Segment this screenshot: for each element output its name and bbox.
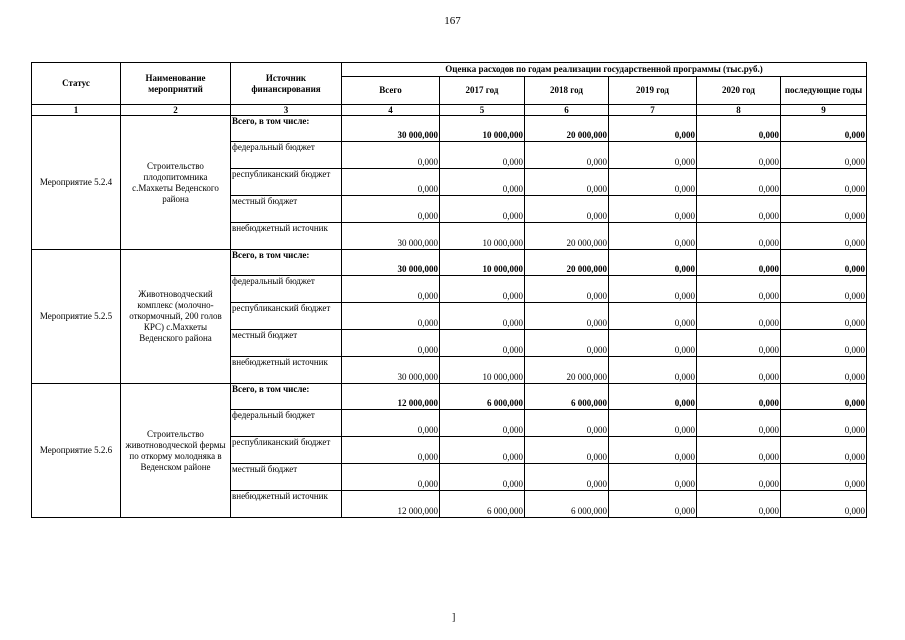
amount-cell: 0,000 (781, 223, 867, 250)
amount-cell: 10 000,000 (440, 357, 525, 384)
table-row-total (32, 250, 867, 276)
activity-name: Животноводческий комплекс (молочно-откормочный, 200 голов КРС) с.Махкеты Веденского района (121, 250, 231, 384)
amount-cell: 0,000 (342, 142, 440, 169)
funding-source: республиканский бюджет (231, 169, 342, 196)
header-status: Статус (32, 63, 121, 105)
funding-source: республиканский бюджет (231, 303, 342, 330)
amount-cell: 30 000,000 (342, 116, 440, 142)
header-year: 2019 год (609, 77, 697, 105)
amount-cell: 0,000 (781, 410, 867, 437)
amount-cell: 0,000 (697, 384, 781, 410)
funding-source: республиканский бюджет (231, 437, 342, 464)
amount-cell: 0,000 (697, 303, 781, 330)
column-number: 3 (231, 105, 342, 116)
column-number: 8 (697, 105, 781, 116)
amount-cell: 0,000 (609, 384, 697, 410)
amount-cell: 0,000 (609, 250, 697, 276)
header-year: 2020 год (697, 77, 781, 105)
amount-cell: 20 000,000 (525, 250, 609, 276)
amount-cell: 6 000,000 (525, 384, 609, 410)
column-number: 5 (440, 105, 525, 116)
amount-cell: 0,000 (609, 330, 697, 357)
amount-cell: 0,000 (781, 357, 867, 384)
amount-cell: 0,000 (440, 196, 525, 223)
amount-cell: 0,000 (781, 250, 867, 276)
amount-cell: 0,000 (781, 464, 867, 491)
amount-cell: 0,000 (440, 437, 525, 464)
amount-cell: 0,000 (342, 437, 440, 464)
amount-cell: 0,000 (609, 223, 697, 250)
amount-cell: 0,000 (525, 169, 609, 196)
amount-cell: 10 000,000 (440, 116, 525, 142)
amount-cell: 0,000 (342, 196, 440, 223)
amount-cell: 30 000,000 (342, 223, 440, 250)
funding-source: внебюджетный источник (231, 357, 342, 384)
amount-cell: 6 000,000 (440, 384, 525, 410)
amount-cell: 0,000 (342, 303, 440, 330)
funding-source: Всего, в том числе: (231, 116, 342, 142)
amount-cell: 0,000 (697, 142, 781, 169)
amount-cell: 0,000 (697, 250, 781, 276)
funding-source: Всего, в том числе: (231, 384, 342, 410)
amount-cell: 0,000 (440, 464, 525, 491)
amount-cell: 0,000 (609, 303, 697, 330)
header-year: 2018 год (525, 77, 609, 105)
amount-cell: 0,000 (697, 330, 781, 357)
amount-cell: 0,000 (525, 437, 609, 464)
amount-cell: 30 000,000 (342, 357, 440, 384)
activity-name: Строительство животноводческой фермы по откорму молодняка в Веденском районе (121, 384, 231, 518)
amount-cell: 12 000,000 (342, 384, 440, 410)
amount-cell: 0,000 (440, 303, 525, 330)
header-source: Источник финансирования (231, 63, 342, 105)
activity-status: Мероприятие 5.2.5 (32, 250, 121, 384)
amount-cell: 20 000,000 (525, 116, 609, 142)
amount-cell: 30 000,000 (342, 250, 440, 276)
amount-cell: 0,000 (609, 410, 697, 437)
amount-cell: 0,000 (697, 491, 781, 518)
funding-source: местный бюджет (231, 330, 342, 357)
amount-cell: 0,000 (342, 464, 440, 491)
amount-cell: 0,000 (781, 196, 867, 223)
amount-cell: 0,000 (342, 276, 440, 303)
activity-status: Мероприятие 5.2.4 (32, 116, 121, 250)
amount-cell: 0,000 (342, 330, 440, 357)
amount-cell: 0,000 (781, 303, 867, 330)
amount-cell: 0,000 (697, 464, 781, 491)
amount-cell: 12 000,000 (342, 491, 440, 518)
amount-cell: 0,000 (525, 303, 609, 330)
column-number: 2 (121, 105, 231, 116)
amount-cell: 0,000 (440, 142, 525, 169)
amount-cell: 0,000 (697, 223, 781, 250)
amount-cell: 0,000 (609, 116, 697, 142)
table-body (32, 116, 867, 518)
amount-cell: 6 000,000 (440, 491, 525, 518)
funding-source: федеральный бюджет (231, 142, 342, 169)
funding-source: федеральный бюджет (231, 276, 342, 303)
amount-cell: 0,000 (697, 116, 781, 142)
amount-cell: 0,000 (609, 142, 697, 169)
column-number: 7 (609, 105, 697, 116)
header-name: Наименование мероприятий (121, 63, 231, 105)
amount-cell: 0,000 (781, 276, 867, 303)
amount-cell: 0,000 (781, 330, 867, 357)
amount-cell: 0,000 (609, 357, 697, 384)
activity-status: Мероприятие 5.2.6 (32, 384, 121, 518)
activity-name: Строительство плодопитомника с.Махкеты Веденского района (121, 116, 231, 250)
amount-cell: 0,000 (697, 437, 781, 464)
amount-cell: 0,000 (781, 116, 867, 142)
amount-cell: 0,000 (440, 169, 525, 196)
amount-cell: 0,000 (697, 276, 781, 303)
funding-source: Всего, в том числе: (231, 250, 342, 276)
amount-cell: 0,000 (609, 276, 697, 303)
amount-cell: 0,000 (697, 196, 781, 223)
amount-cell: 0,000 (525, 330, 609, 357)
header-estimate: Оценка расходов по годам реализации государственной программы (тыс.руб.) (342, 63, 867, 77)
amount-cell: 0,000 (609, 491, 697, 518)
table-row-total (32, 116, 867, 142)
column-number: 9 (781, 105, 867, 116)
amount-cell: 0,000 (781, 142, 867, 169)
amount-cell: 0,000 (525, 196, 609, 223)
amount-cell: 0,000 (440, 330, 525, 357)
amount-cell: 0,000 (525, 464, 609, 491)
budget-table (31, 62, 867, 518)
amount-cell: 0,000 (781, 384, 867, 410)
funding-source: внебюджетный источник (231, 491, 342, 518)
amount-cell: 0,000 (525, 276, 609, 303)
table-row-total (32, 384, 867, 410)
amount-cell: 0,000 (609, 437, 697, 464)
column-number: 1 (32, 105, 121, 116)
header-year: Всего (342, 77, 440, 105)
amount-cell: 0,000 (525, 142, 609, 169)
amount-cell: 0,000 (697, 169, 781, 196)
amount-cell: 6 000,000 (525, 491, 609, 518)
funding-source: местный бюджет (231, 196, 342, 223)
header-year: 2017 год (440, 77, 525, 105)
footer-mark: ] (452, 612, 456, 623)
amount-cell: 0,000 (609, 169, 697, 196)
amount-cell: 0,000 (609, 464, 697, 491)
amount-cell: 0,000 (342, 169, 440, 196)
amount-cell: 0,000 (342, 410, 440, 437)
amount-cell: 10 000,000 (440, 223, 525, 250)
header-year: последующие годы (781, 77, 867, 105)
funding-source: внебюджетный источник (231, 223, 342, 250)
amount-cell: 10 000,000 (440, 250, 525, 276)
amount-cell: 0,000 (440, 410, 525, 437)
amount-cell: 20 000,000 (525, 223, 609, 250)
amount-cell: 0,000 (781, 491, 867, 518)
funding-source: федеральный бюджет (231, 410, 342, 437)
amount-cell: 0,000 (697, 410, 781, 437)
funding-source: местный бюджет (231, 464, 342, 491)
amount-cell: 0,000 (440, 276, 525, 303)
amount-cell: 0,000 (781, 437, 867, 464)
amount-cell: 0,000 (781, 169, 867, 196)
column-number: 6 (525, 105, 609, 116)
page-number: 167 (444, 15, 461, 27)
amount-cell: 0,000 (697, 357, 781, 384)
amount-cell: 20 000,000 (525, 357, 609, 384)
column-number: 4 (342, 105, 440, 116)
amount-cell: 0,000 (609, 196, 697, 223)
amount-cell: 0,000 (525, 410, 609, 437)
